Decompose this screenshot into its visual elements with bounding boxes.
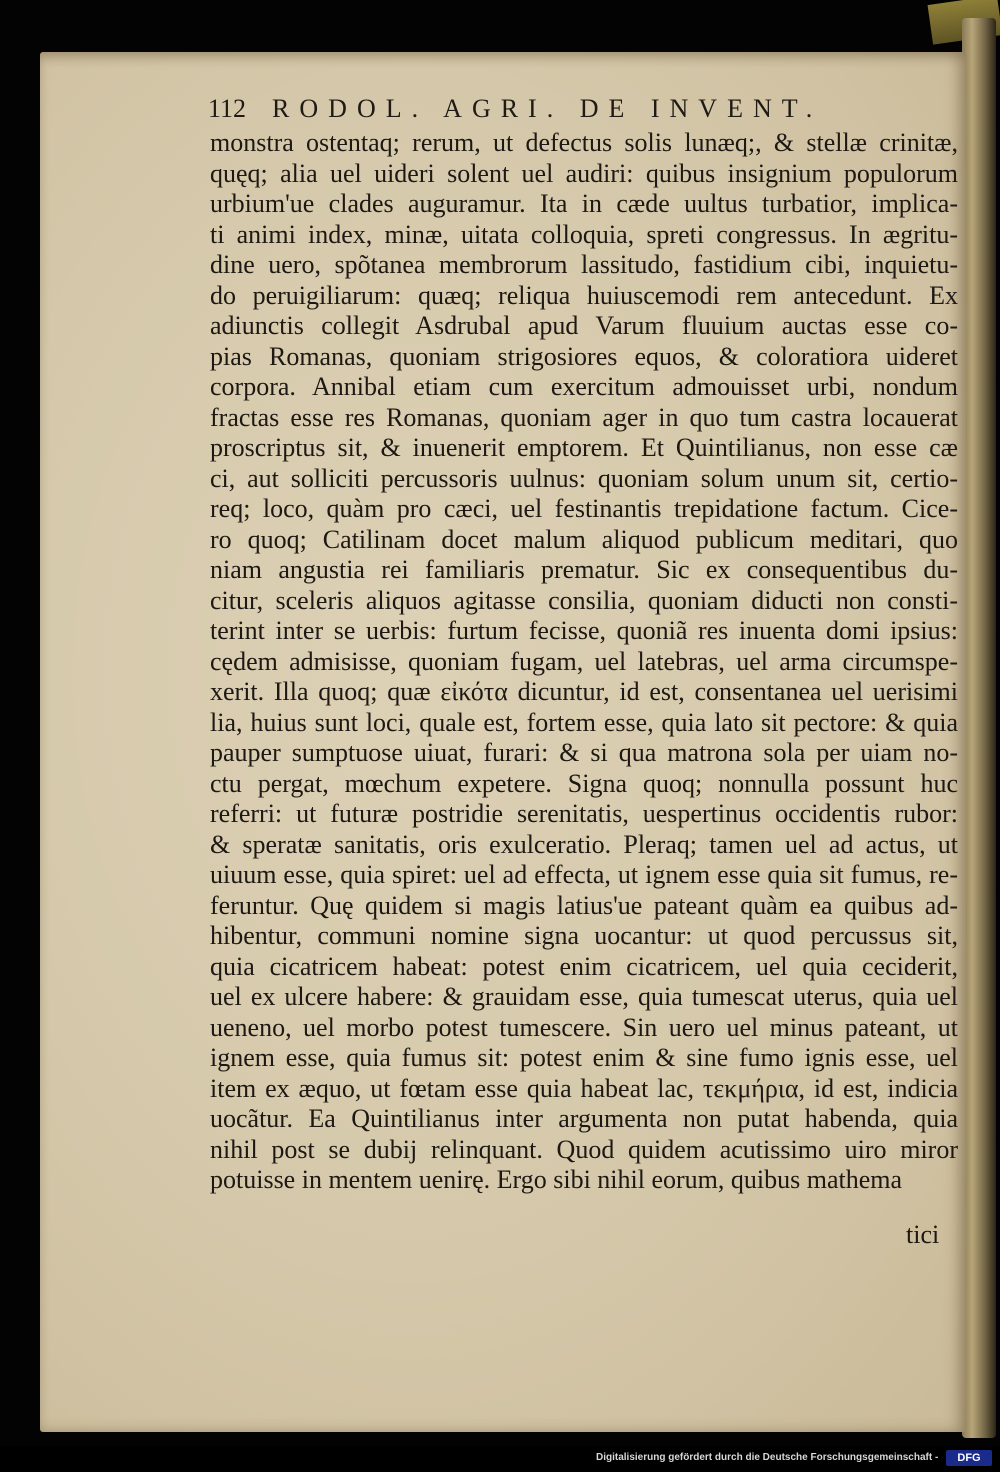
text-line: monstra ostentaq; rerum, ut defectus solis lunæq;, & stellæ crinitæ, (210, 128, 958, 157)
text-line: lia, huius sunt loci, quale est, fortem esse, quia lato sit pectore: & quia (210, 707, 958, 737)
text-line: quia cicatricem habeat: potest enim cicatricem, uel quia ceciderit, (210, 951, 958, 981)
text-line: potuisse in mentem uenirę. Ergo sibi nihil eorum, quibus mathema (210, 1165, 903, 1194)
text-line: uiuum esse, quia spiret: uel ad effecta, ut ignem esse quia sit fumus, re- (210, 860, 958, 889)
text-line: ctu pergat, mœchum expetere. Signa quoq; nonnulla possunt huc (210, 768, 958, 798)
text-line: fractas esse res Romanas, quoniam ager in quo tum castra locauerat (210, 402, 958, 432)
page-number: 112 (208, 94, 247, 123)
text-line: ignem esse, quia fumus sit: potest enim & sine fumo ignis esse, uel (210, 1043, 958, 1072)
text-line: corpora. Annibal etiam cum exercitum admouisset urbi, nondum (210, 372, 958, 401)
catchword: tici (906, 1220, 940, 1249)
text-line: cędem admisisse, quoniam fugam, uel latebras, uel arma circumspe- (210, 646, 958, 676)
text-line: pauper sumptuose uiuat, furari: & si qua matrona sola per uiam no- (210, 738, 958, 767)
dfg-logo: DFG (946, 1450, 992, 1466)
text-line: urbium'ue clades auguramur. Ita in cæde uultus turbatior, implica- (210, 189, 958, 218)
text-line: adiunctis collegit Asdrubal apud Varum fluuium auctas esse co- (210, 311, 958, 340)
running-title: RODOL. AGRI. DE INVENT. (272, 94, 823, 123)
text-line: xerit. Illa quoq; quæ εἰκότα dicuntur, id est, consentanea uel uerisimi (210, 677, 958, 706)
text-line: referri: ut futuræ postridie serenitatis, uespertinus occidentis rubor: (210, 799, 958, 828)
text-line: & speratæ sanitatis, oris exulceratio. Pleraq; tamen uel ad actus, ut (210, 829, 958, 859)
body-text (210, 128, 958, 1196)
page-edge (962, 18, 996, 1438)
text-line: uocãtur. Ea Quintilianus inter argumenta non putat habenda, quia (210, 1104, 958, 1133)
text-line: ro quoq; Catilinam docet malum aliquod publicum meditari, quo (210, 524, 958, 554)
text-line: do peruigiliarum: quæq; reliqua huiuscemodi rem antecedunt. Ex (210, 280, 958, 310)
text-line: proscriptus sit, & inuenerit emptorem. Et Quintilianus, non esse cæ (210, 433, 958, 462)
text-line: ueneno, uel morbo potest tumescere. Sin uero uel minus pateant, ut (210, 1012, 958, 1042)
text-line: feruntur. Quę quidem si magis latius'ue pateant quàm ea quibus ad- (210, 890, 958, 920)
text-line: ti animi index, minæ, uitata colloquia, spreti congressus. In ægritu- (210, 219, 958, 249)
text-line: ci, aut solliciti percussoris uulnus: quoniam solum unum sit, certio- (210, 463, 958, 493)
text-line: item ex æquo, ut fœtam esse quia habeat lac, τεκμήρια, id est, indicia (210, 1073, 958, 1103)
text-line: nihil post se dubij relinquant. Quod quidem acutissimo uiro miror (210, 1134, 958, 1164)
text-line: uel ex ulcere habere: & grauidam esse, quia tumescat uterus, quia uel (210, 982, 958, 1011)
text-line: terint inter se uerbis: furtum fecisse, quoniã res inuenta domi ipsius: (210, 616, 958, 645)
text-line: quęq; alia uel uideri solent uel audiri: quibus insignium populorum (210, 158, 958, 188)
text-line: dine uero, spõtanea membrorum lassitudo, fastidium cibi, inquietu- (210, 250, 958, 279)
text-line: req; loco, quàm pro cæci, uel festinantis trepidatione factum. Cice- (210, 494, 958, 523)
text-line: citur, sceleris aliquos agitasse consilia, quoniam diducti non consti- (210, 585, 958, 615)
text-line: hibentur, communi nomine signa uocantur: ut quod percussus sit, (210, 921, 958, 950)
footer-credit: Digitalisierung gefördert durch die Deutsche Forschungsgemeinschaft - (596, 1452, 938, 1463)
text-line: niam angustia rei familiaris prematur. Sic ex consequentibus du- (210, 555, 958, 584)
text-line: pias Romanas, quoniam strigosiores equos, & coloratiora uideret (210, 341, 958, 371)
